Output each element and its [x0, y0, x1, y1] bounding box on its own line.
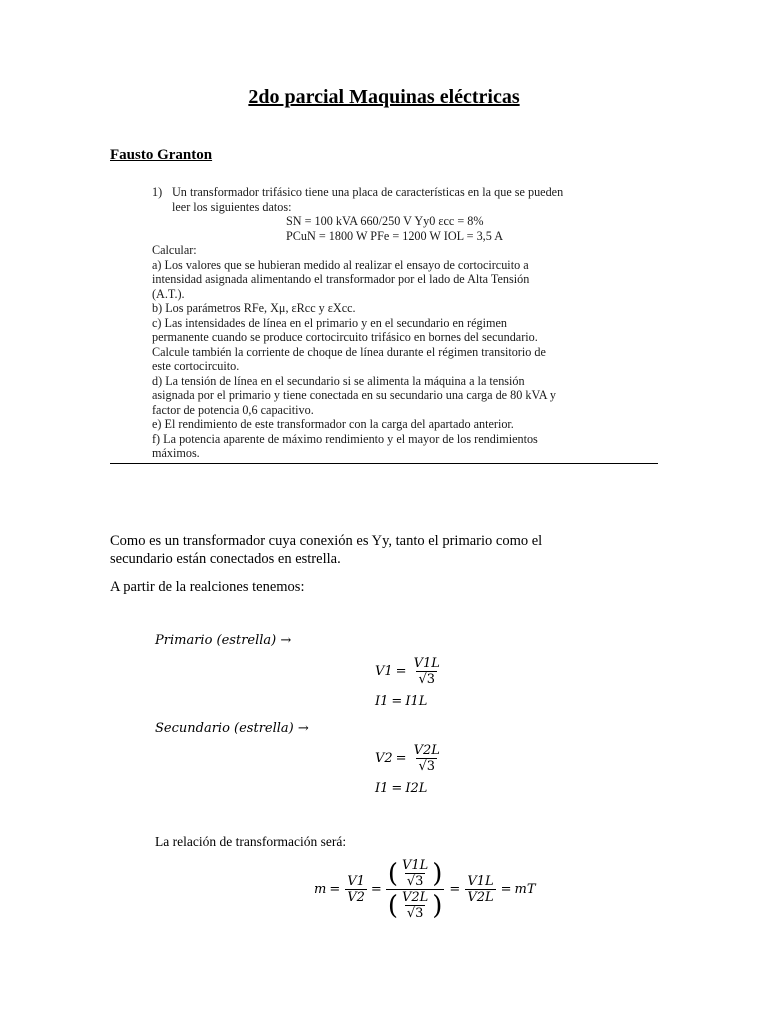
equation-v2: V2 = $\frac{V2L}{√3}$: [375, 743, 440, 774]
equation-i1-secundario: I1 = I2L: [375, 781, 428, 796]
fraction: $\frac{V2L}{√3}$: [413, 743, 440, 774]
problem-line: c) Las intensidades de línea en el primario y en el secundario en régimen: [152, 315, 507, 330]
problem-line: asignada por el primario y tiene conectada en su secundario una carga de 80 kVA y: [152, 388, 556, 402]
problem-statement: [152, 185, 622, 461]
problem-number: 1): [152, 185, 163, 199]
fraction: $\frac{V2L}{√3}$: [401, 890, 429, 921]
fraction: $\frac{V1L}{√3}$: [413, 656, 440, 687]
problem-line: a) Los valores que se hubieran medido al realizar el ensayo de cortocircuito a: [152, 257, 529, 272]
primario-label: Primario (estrella) →: [155, 633, 292, 648]
fraction: $\frac{V1L}{V2L}$: [467, 874, 494, 905]
secundario-label: Secundario (estrella) →: [155, 721, 309, 736]
problem-line: Calcule también la corriente de choque de línea durante el régimen transitorio de: [152, 344, 546, 359]
right-paren: ): [432, 890, 443, 921]
problem-line: intensidad asignada alimentando el transformador por el lado de Alta Tensión: [152, 272, 530, 286]
right-paren: ): [432, 858, 443, 889]
problem-intro-line: 1) Un transformador trifásico tiene una placa de características en la que se pueden: [152, 185, 564, 199]
author-name: Fausto Granton: [110, 147, 213, 163]
equation-ratio: m = $\frac{V1}{V2}$ = ( $\frac{V1L}{√3}$ ) ( $\frac{V2L}{√3}$ ) = $\frac{V1L}{V2L}$ = mT: [314, 858, 536, 921]
problem-intro-line: leer los siguientes datos:: [172, 199, 292, 214]
problem-line: e) El rendimiento de este transformador con la carga del apartado anterior.: [152, 417, 514, 431]
problem-calc-label: Calcular:: [152, 243, 197, 257]
fraction: $\frac{V1}{V2}$: [347, 874, 365, 905]
left-paren: (: [387, 858, 398, 889]
problem-data-line: PCuN = 1800 W PFe = 1200 W IOL = 3,5 A: [286, 228, 503, 243]
horizontal-divider: [110, 463, 658, 464]
paragraph-connection: Como es un transformador cuya conexión es Yy, tanto el primario como el secundario están conectados en estrella.: [110, 533, 543, 567]
problem-line: este cortocircuito.: [152, 359, 240, 373]
problem-line: (A.T.).: [152, 286, 185, 301]
problem-line: factor de potencia 0,6 capacitivo.: [152, 402, 314, 417]
relacion-text: La relación de transformación será:: [155, 834, 347, 849]
fraction: $\frac{V1L}{√3}$: [401, 858, 429, 889]
problem-data-line: SN = 100 kVA 660/250 V Yy0 εcc = 8%: [286, 214, 484, 228]
problem-line: b) Los parámetros RFe, Xμ, εRcc y εXcc.: [152, 301, 356, 315]
problem-line: f) La potencia aparente de máximo rendimiento y el mayor de los rendimientos: [152, 431, 538, 446]
problem-line: permanente cuando se produce cortocircuito trifásico en bornes del secundario.: [152, 330, 538, 344]
document-title: 2do parcial Maquinas eléctricas: [248, 86, 520, 108]
problem-line: máximos.: [152, 446, 200, 460]
equation-v1: V1 = $\frac{V1L}{√3}$: [375, 656, 440, 687]
problem-line: d) La tensión de línea en el secundario si se alimenta la máquina a la tensión: [152, 373, 525, 388]
left-paren: (: [387, 890, 398, 921]
equation-i1: I1 = I1L: [375, 694, 428, 709]
paragraph-relations: A partir de la realciones tenemos:: [110, 579, 305, 595]
compound-fraction: [386, 858, 445, 921]
